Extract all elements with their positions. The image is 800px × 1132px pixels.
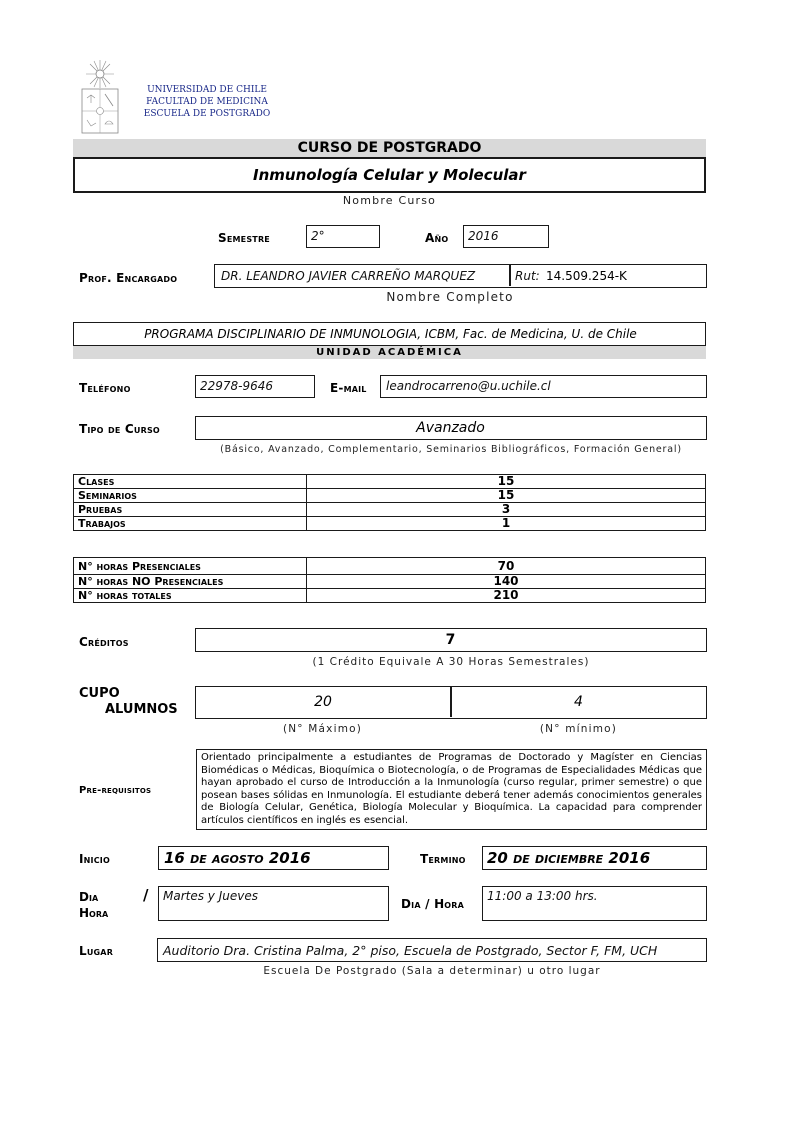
course-name-field[interactable]: Inmunología Celular y Molecular <box>73 157 706 193</box>
academic-unit-field[interactable] <box>73 322 706 346</box>
credits-label: Créditos <box>79 635 129 649</box>
email-label: E-mail <box>330 381 367 395</box>
activity-label: Clases <box>74 475 307 489</box>
semester-label: Semestre <box>218 231 270 245</box>
hours-label: N° horas Presenciales <box>74 558 307 575</box>
email-field[interactable] <box>380 375 707 398</box>
table-row <box>74 589 706 603</box>
phone-value: 22978-9646 <box>200 379 274 393</box>
table-row <box>74 575 706 589</box>
university-crest-icon <box>79 58 121 136</box>
quota-label-line: ALUMNOS <box>105 702 178 717</box>
credits-field[interactable] <box>195 628 707 652</box>
activities-table <box>73 474 706 531</box>
day-label-line: Hora <box>79 906 109 920</box>
course-name-caption: Nombre Curso <box>342 194 437 207</box>
course-type-value: Avanzado <box>416 420 485 436</box>
professor-field[interactable] <box>214 264 707 288</box>
quota-label <box>79 686 178 718</box>
year-field[interactable] <box>463 225 549 248</box>
institution-line: FACULTAD DE MEDICINA <box>146 97 268 107</box>
place-value: Auditorio Dra. Cristina Palma, 2° piso, Escuela de Postgrado, Sector F, FM, UCH <box>163 943 658 958</box>
year-label: Año <box>425 231 449 245</box>
table-row <box>74 558 706 575</box>
activity-label: Pruebas <box>74 503 307 517</box>
semester-field[interactable] <box>306 225 380 248</box>
semester-value: 2° <box>311 229 325 243</box>
professor-label: Prof. Encargado <box>79 271 178 285</box>
quota-max-caption: (N° Máximo) <box>282 723 363 735</box>
end-date-value: 20 de diciembre 2016 <box>487 849 651 867</box>
activity-label: Trabajos <box>74 517 307 531</box>
start-date-field[interactable] <box>158 846 389 870</box>
hours-table <box>73 557 706 603</box>
credits-caption: (1 Crédito Equivale A 30 Horas Semestrales) <box>312 656 590 668</box>
credits-value: 7 <box>445 632 456 648</box>
activity-value[interactable]: 3 <box>307 503 706 517</box>
course-type-caption: (Básico, Avanzado, Complementario, Seminarios Bibliográficos, Formación General) <box>220 444 682 455</box>
day-label <box>79 889 108 921</box>
place-field[interactable] <box>157 938 707 962</box>
divider <box>509 265 511 286</box>
day-value: Martes y Jueves <box>163 889 258 903</box>
institution-name <box>143 84 271 120</box>
phone-field[interactable] <box>195 375 315 398</box>
hours-label: N° horas NO Presenciales <box>74 575 307 589</box>
professor-name: DR. LEANDRO JAVIER CARREÑO MARQUEZ <box>221 269 476 283</box>
activity-label: Seminarios <box>74 489 307 503</box>
quota-field <box>195 686 707 719</box>
hours-value[interactable]: 70 <box>307 558 706 575</box>
form-title: CURSO DE POSTGRADO <box>73 139 706 157</box>
year-value: 2016 <box>468 229 499 243</box>
activity-value[interactable]: 15 <box>307 475 706 489</box>
quota-min-value[interactable]: 4 <box>574 694 583 710</box>
prereq-text: Orientado principalmente a estudiantes de Programas de Doctorado y Magíster en Ciencias Biomédicas o Médicas, Bioquímica o Biotecnología, o de Programas de Especialidades Médicas que hayan aprobado el curso de Introducción a la Inmunología (curso regular, primer semestre) o que posean bases sólidas en Inmunología. El estudiante deberá tener además conocimientos generales de Biología Celular, Genética, Biología Molecular y Bioquímica. La capacidad para comprender artículos científicos en inglés es esencial. <box>201 752 702 826</box>
start-date-value: 16 de agosto 2016 <box>164 849 311 867</box>
hours-label: N° horas totales <box>74 589 307 603</box>
start-label: Inicio <box>79 852 110 866</box>
dayhour-label: Dia / Hora <box>401 897 465 911</box>
place-caption: Escuela De Postgrado (Sala a determinar) u otro lugar <box>263 965 601 977</box>
activity-value[interactable]: 1 <box>307 517 706 531</box>
table-row <box>74 503 706 517</box>
institution-line: UNIVERSIDAD DE CHILE <box>147 85 267 95</box>
rut-label: Rut: <box>515 269 540 283</box>
quota-min-caption: (N° mínimo) <box>539 723 618 735</box>
professor-caption: Nombre Completo <box>386 290 514 304</box>
day-field[interactable] <box>158 886 389 921</box>
end-label: Termino <box>420 852 466 866</box>
table-row <box>74 489 706 503</box>
academic-unit-value: PROGRAMA DISCIPLINARIO DE INMUNOLOGIA, ICBM, Fac. de Medicina, U. de Chile <box>144 327 637 341</box>
hours-value[interactable]: 140 <box>307 575 706 589</box>
dayhour-value: 11:00 a 13:00 hrs. <box>487 889 598 903</box>
day-label-slash: / <box>143 886 149 904</box>
table-row <box>74 517 706 531</box>
institution-line: ESCUELA DE POSTGRADO <box>143 109 271 119</box>
email-value: leandrocarreno@u.uchile.cl <box>386 379 551 393</box>
course-type-field[interactable] <box>195 416 707 440</box>
activity-value[interactable]: 15 <box>307 489 706 503</box>
quota-max-value[interactable]: 20 <box>314 694 332 710</box>
end-date-field[interactable] <box>482 846 707 870</box>
quota-label-line: CUPO <box>79 686 120 701</box>
day-label-line: Dia <box>79 890 99 904</box>
phone-label: Teléfono <box>79 381 131 395</box>
prereq-field[interactable] <box>196 749 707 830</box>
rut-value: 14.509.254-K <box>546 269 627 283</box>
dayhour-field[interactable] <box>482 886 707 921</box>
hours-value[interactable]: 210 <box>307 589 706 603</box>
course-type-label: Tipo de Curso <box>79 422 160 436</box>
table-row <box>74 475 706 489</box>
academic-unit-caption: UNIDAD ACADÉMICA <box>73 346 706 359</box>
place-label: Lugar <box>79 944 114 958</box>
prereq-label: Pre-requisitos <box>79 785 152 796</box>
